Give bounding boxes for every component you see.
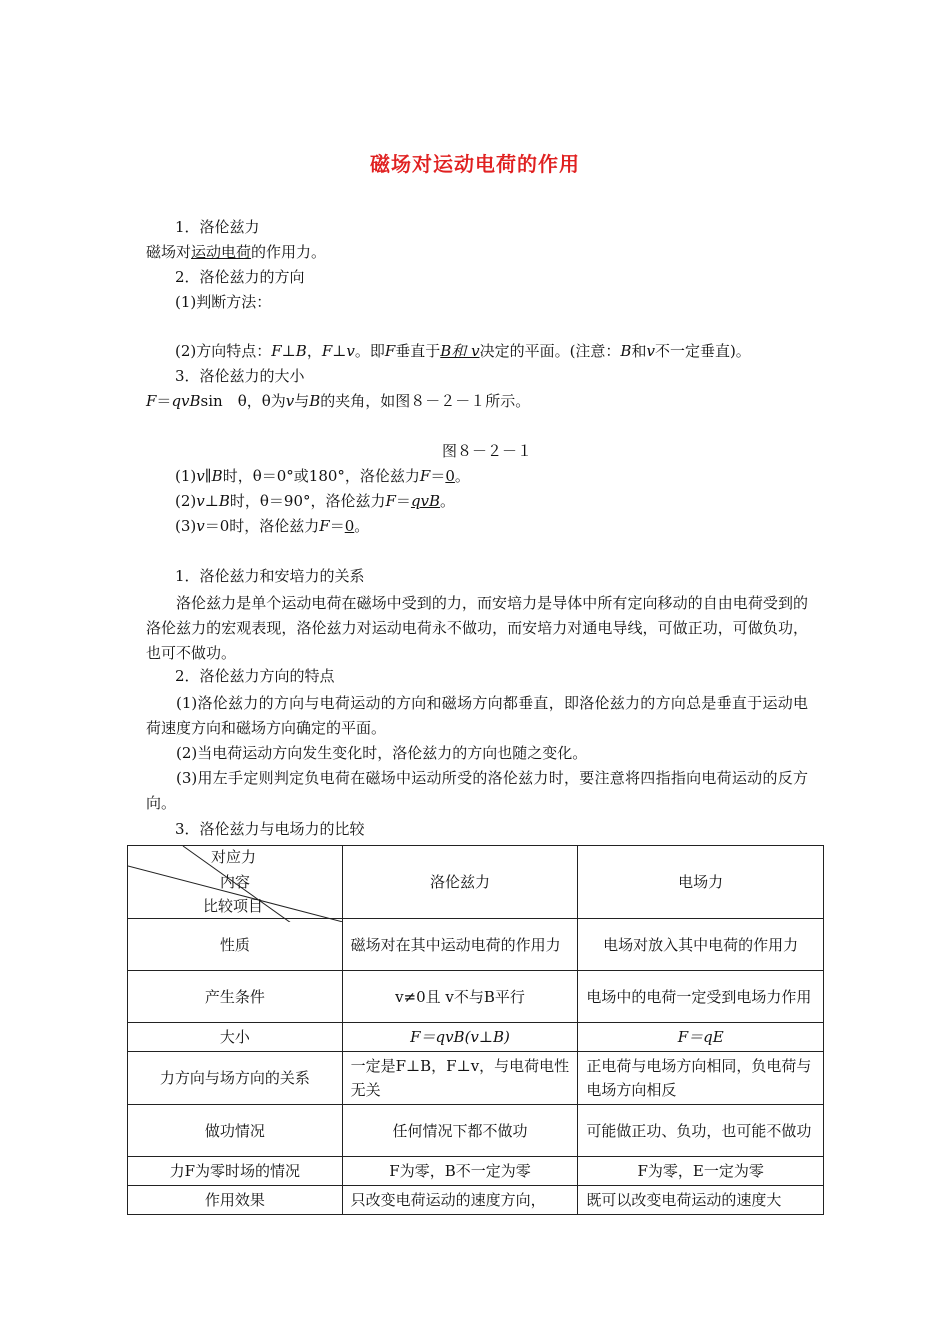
header-label-content: 内容	[220, 873, 251, 891]
symbol: v	[285, 392, 295, 410]
analysis-paragraph-4: (3)用左手定则判定负电荷在磁场中运动所受的洛伦兹力时，要注意将四指指向电荷运动的反方向。	[146, 769, 808, 812]
text: 决定的平面。(注意：	[479, 342, 621, 360]
symbol: F	[146, 392, 157, 410]
electric-cell: F＝qE	[578, 1023, 824, 1052]
text: (1)	[175, 467, 197, 485]
underlined-answer: 0	[445, 467, 455, 485]
row-item: 产生条件	[128, 971, 343, 1023]
symbol: F	[385, 492, 396, 510]
table-row	[128, 971, 824, 1023]
text: 不一定垂直)。	[654, 342, 751, 360]
text: 垂直于	[395, 342, 441, 360]
electric-cell: 正电荷与电场方向相同，负电荷与电场方向相反	[578, 1052, 824, 1105]
text: ⊥	[204, 492, 219, 510]
electric-cell: 可能做正功、负功，也可能不做功	[578, 1105, 824, 1157]
case-3-line	[175, 516, 369, 536]
formula-line	[146, 391, 530, 411]
text: ＝	[329, 517, 345, 535]
row-item: 力F为零时场的情况	[128, 1157, 343, 1186]
text: (3)	[175, 517, 197, 535]
text: ∥	[204, 467, 212, 485]
text: (2)	[175, 492, 197, 510]
text: 与	[294, 392, 310, 410]
text: ＝	[395, 492, 411, 510]
text: 。	[454, 467, 470, 485]
diagonal-header-cell	[128, 846, 343, 919]
table-row	[128, 919, 824, 971]
symbol: F	[384, 342, 396, 360]
lorentz-cell: 磁场对在其中运动电荷的作用力	[342, 919, 578, 971]
row-item: 做功情况	[128, 1105, 343, 1157]
lorentz-cell: F＝qvB(v⊥B)	[342, 1023, 578, 1052]
underlined-answer: qvB	[410, 492, 441, 510]
column-header-electric: 电场力	[578, 846, 824, 919]
text: 和	[631, 342, 647, 360]
text: 的夹角，如图８－２－１所示。	[320, 392, 531, 410]
definition-text: 磁场对	[146, 243, 192, 261]
symbol: B	[218, 492, 230, 510]
table-row	[128, 1105, 824, 1157]
text: 。	[440, 492, 456, 510]
case-1-line	[175, 466, 470, 486]
symbol: v	[196, 467, 205, 485]
analysis-heading-1: 1．洛伦兹力和安培力的关系	[175, 567, 365, 585]
symbol: B	[620, 342, 632, 360]
electric-cell: 电场中的电荷一定受到电场力作用	[578, 971, 824, 1023]
direction-feature-line	[175, 341, 751, 361]
lorentz-cell: 一定是F⊥B，F⊥v，与电荷电性无关	[342, 1052, 578, 1105]
section-heading-direction: 2．洛伦兹力的方向	[175, 268, 305, 286]
column-header-lorentz: 洛伦兹力	[342, 846, 578, 919]
text: ⊥	[281, 342, 296, 360]
definition-text-end: 的作用力。	[251, 243, 327, 261]
symbol: B	[309, 392, 321, 410]
table-row	[128, 1157, 824, 1186]
electric-cell: F为零，E一定为零	[578, 1157, 824, 1186]
figure-caption: 图８－２－１	[442, 442, 533, 460]
symbol: F	[419, 467, 431, 485]
table-row	[128, 1052, 824, 1105]
lorentz-cell: v≠0且 v不与B平行	[342, 971, 578, 1023]
section-heading-magnitude: 3．洛伦兹力的大小	[175, 367, 305, 385]
page-title: 磁场对运动电荷的作用	[370, 152, 580, 176]
text: ⊥	[332, 342, 347, 360]
text: ＝	[156, 392, 172, 410]
electric-cell: 电场对放入其中电荷的作用力	[578, 919, 824, 971]
symbol: F	[271, 342, 282, 360]
row-item: 力方向与场方向的关系	[128, 1052, 343, 1105]
symbol: v	[646, 342, 655, 360]
underlined-answer: B和 v	[440, 342, 480, 360]
symbol: v	[196, 517, 205, 535]
symbol: v	[196, 492, 205, 510]
lorentz-cell: 任何情况下都不做功	[342, 1105, 578, 1157]
row-item: 大小	[128, 1023, 343, 1052]
header-label-force: 对应力	[211, 848, 257, 866]
symbol: B	[211, 467, 223, 485]
lorentz-cell: F为零，B不一定为零	[342, 1157, 578, 1186]
symbol: B	[295, 342, 307, 360]
text: 时，θ＝90°，洛伦兹力	[229, 492, 386, 510]
text: (2)方向特点：	[175, 342, 272, 360]
judging-method-line: (1)判断方法：	[175, 293, 272, 311]
row-item: 性质	[128, 919, 343, 971]
row-item: 作用效果	[128, 1186, 343, 1215]
symbol: F	[321, 342, 333, 360]
definition-underlined: 运动电荷	[191, 243, 252, 261]
analysis-heading-3: 3．洛伦兹力与电场力的比较	[175, 820, 365, 838]
header-label-item: 比较项目	[203, 897, 264, 915]
text: 。即	[354, 342, 385, 360]
text: ＝0时，洛伦兹力	[204, 517, 320, 535]
text: 时，θ＝0°或180°，洛伦兹力	[222, 467, 420, 485]
text: 。	[354, 517, 370, 535]
symbol: v	[346, 342, 355, 360]
symbol: F	[319, 517, 330, 535]
text: ＝	[430, 467, 446, 485]
analysis-paragraph-1: 洛伦兹力是单个运动电荷在磁场中受到的力，而安培力是导体中所有定向移动的自由电荷受到的洛伦兹力的宏观表现，洛伦兹力对运动电荷永不做功，而安培力对通电导线，可做正功，可做负功，也可不做功。	[146, 594, 808, 662]
analysis-paragraph-2: (1)洛伦兹力的方向与电荷运动的方向和磁场方向都垂直，即洛伦兹力的方向总是垂直于运动电荷速度方向和磁场方向确定的平面。	[146, 694, 808, 737]
table-row	[128, 1186, 824, 1215]
analysis-paragraph-3: (2)当电荷运动方向发生变化时，洛伦兹力的方向也随之变化。	[176, 744, 588, 762]
lorentz-cell: 只改变电荷运动的速度方向，	[342, 1186, 578, 1215]
table-header-row	[128, 846, 824, 919]
symbol: qvB	[171, 392, 201, 410]
table-row	[128, 1023, 824, 1052]
case-2-line	[175, 491, 455, 511]
section-heading-lorentz-force: 1．洛伦兹力	[175, 218, 260, 236]
text: ，	[306, 342, 322, 360]
electric-cell: 既可以改变电荷运动的速度大	[578, 1186, 824, 1215]
comparison-table	[127, 845, 824, 1215]
text: sin θ，θ为	[200, 392, 286, 410]
analysis-heading-2: 2．洛伦兹力方向的特点	[175, 667, 335, 685]
definition-line	[146, 242, 326, 262]
underlined-answer: 0	[344, 517, 355, 535]
